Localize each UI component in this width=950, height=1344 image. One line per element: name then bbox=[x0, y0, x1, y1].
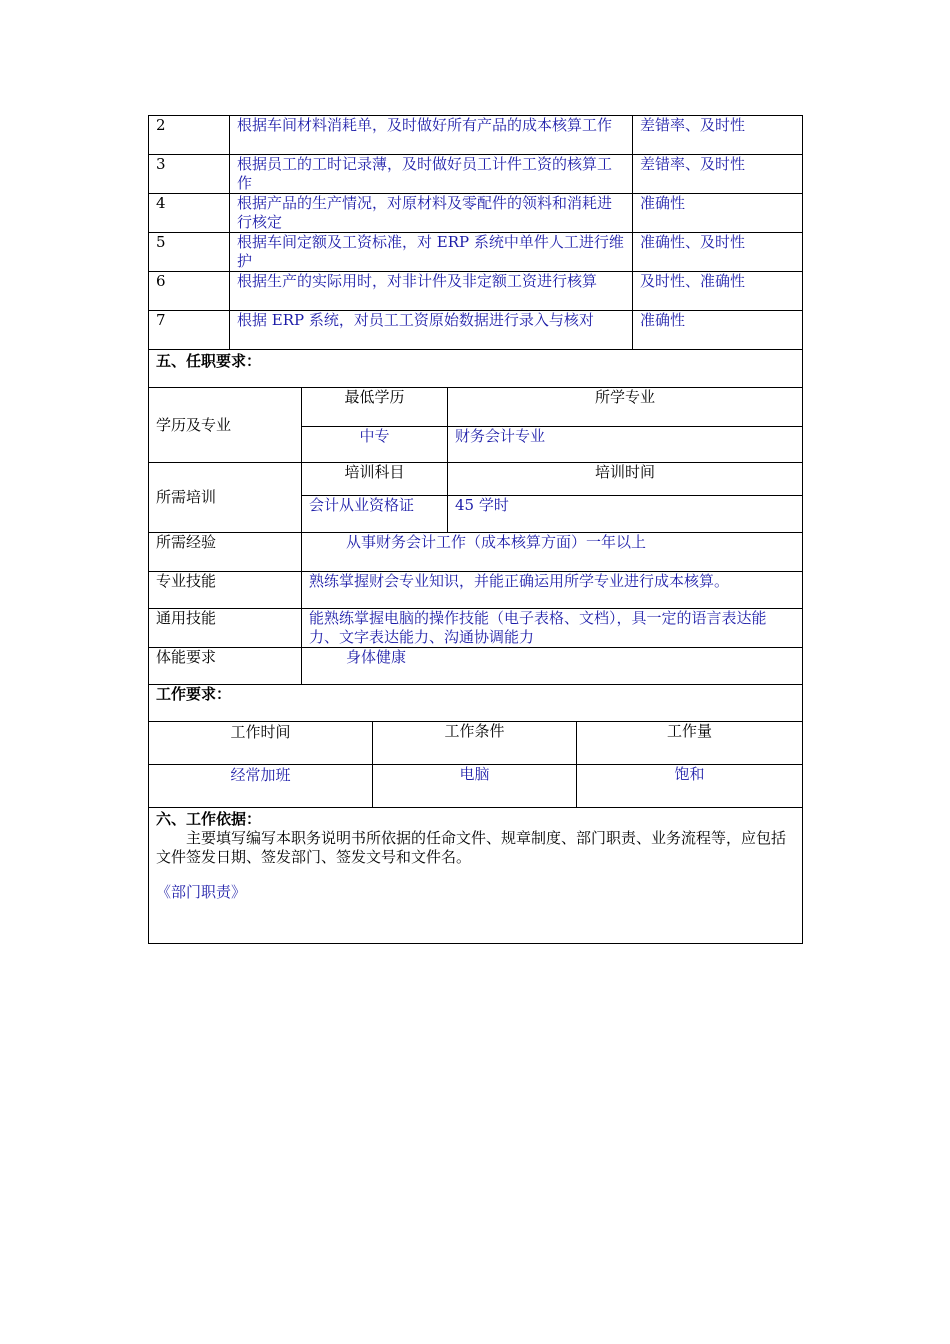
table-row bbox=[149, 233, 803, 272]
education-header-row bbox=[149, 388, 803, 427]
education-label: 学历及专业 bbox=[149, 388, 302, 463]
workload-header: 工作量 bbox=[577, 722, 803, 765]
duty-content: 根据员工的工时记录薄，及时做好员工计件工资的核算工作 bbox=[230, 155, 633, 194]
duty-standard: 差错率、及时性 bbox=[633, 155, 803, 194]
physical-label: 体能要求 bbox=[149, 648, 302, 685]
min-education-value: 中专 bbox=[302, 427, 448, 463]
professional-skill-label: 专业技能 bbox=[149, 572, 302, 609]
requirements-heading-row bbox=[149, 350, 803, 388]
duty-number: 3 bbox=[149, 155, 230, 194]
duty-content: 根据产品的生产情况，对原材料及零配件的领料和消耗进行核定 bbox=[230, 194, 633, 233]
duty-standard: 准确性 bbox=[633, 311, 803, 350]
training-time-header: 培训时间 bbox=[448, 463, 803, 496]
general-skill-value: 能熟练掌握电脑的操作技能（电子表格、文档），具一定的语言表达能力、文字表达能力、沟通协调能力 bbox=[302, 609, 803, 648]
work-value-row bbox=[149, 765, 803, 808]
duties-body bbox=[149, 116, 803, 388]
general-skill-row bbox=[149, 609, 803, 648]
training-header-row bbox=[149, 463, 803, 496]
duty-number: 4 bbox=[149, 194, 230, 233]
requirements-table bbox=[148, 387, 803, 722]
duty-number: 7 bbox=[149, 311, 230, 350]
duty-content: 根据车间材料消耗单，及时做好所有产品的成本核算工作 bbox=[230, 116, 633, 155]
table-row bbox=[149, 194, 803, 233]
table-row bbox=[149, 272, 803, 311]
duty-standard: 差错率、及时性 bbox=[633, 116, 803, 155]
experience-value: 从事财务会计工作（成本核算方面）一年以上 bbox=[302, 533, 803, 572]
table-row bbox=[149, 155, 803, 194]
table-row bbox=[149, 311, 803, 350]
basis-row bbox=[149, 808, 803, 944]
work-time-value: 经常加班 bbox=[149, 765, 373, 808]
work-time-header: 工作时间 bbox=[149, 722, 373, 765]
basis-text: 主要填写编写本职务说明书所依据的任命文件、规章制度、部门职责、业务流程等，应包括文件签发日期、签发部门、签发文号和文件名。 bbox=[156, 829, 787, 866]
physical-row bbox=[149, 648, 803, 685]
duty-standard: 及时性、准确性 bbox=[633, 272, 803, 311]
basis-document: 《部门职责》 bbox=[156, 883, 247, 901]
requirements-title: 五、任职要求： bbox=[149, 350, 803, 388]
professional-skill-row bbox=[149, 572, 803, 609]
training-subject-header: 培训科目 bbox=[302, 463, 448, 496]
training-label: 所需培训 bbox=[149, 463, 302, 533]
duty-content: 根据车间定额及工资标准，对 ERP 系统中单件人工进行维护 bbox=[230, 233, 633, 272]
major-header: 所学专业 bbox=[448, 388, 803, 427]
general-skill-label: 通用技能 bbox=[149, 609, 302, 648]
duties-table bbox=[148, 115, 803, 388]
work-header-row bbox=[149, 722, 803, 765]
job-description-page bbox=[148, 115, 802, 944]
work-table bbox=[148, 721, 803, 944]
min-education-header: 最低学历 bbox=[302, 388, 448, 427]
experience-label: 所需经验 bbox=[149, 533, 302, 572]
work-requirements-title: 工作要求： bbox=[149, 685, 803, 722]
training-time-value: 45 学时 bbox=[448, 496, 803, 533]
duty-standard: 准确性、及时性 bbox=[633, 233, 803, 272]
work-condition-header: 工作条件 bbox=[373, 722, 577, 765]
workload-value: 饱和 bbox=[577, 765, 803, 808]
duty-content: 根据 ERP 系统，对员工工资原始数据进行录入与核对 bbox=[230, 311, 633, 350]
table-row bbox=[149, 116, 803, 155]
basis-cell bbox=[149, 808, 803, 944]
basis-title: 六、工作依据： bbox=[156, 810, 262, 828]
duty-number: 2 bbox=[149, 116, 230, 155]
experience-row bbox=[149, 533, 803, 572]
physical-value: 身体健康 bbox=[302, 648, 803, 685]
major-value: 财务会计专业 bbox=[448, 427, 803, 463]
duty-standard: 准确性 bbox=[633, 194, 803, 233]
training-subject-value: 会计从业资格证 bbox=[302, 496, 448, 533]
work-heading-row bbox=[149, 685, 803, 722]
professional-skill-value: 熟练掌握财会专业知识，并能正确运用所学专业进行成本核算。 bbox=[302, 572, 803, 609]
duty-number: 5 bbox=[149, 233, 230, 272]
work-condition-value: 电脑 bbox=[373, 765, 577, 808]
duty-content: 根据生产的实际用时，对非计件及非定额工资进行核算 bbox=[230, 272, 633, 311]
duty-number: 6 bbox=[149, 272, 230, 311]
